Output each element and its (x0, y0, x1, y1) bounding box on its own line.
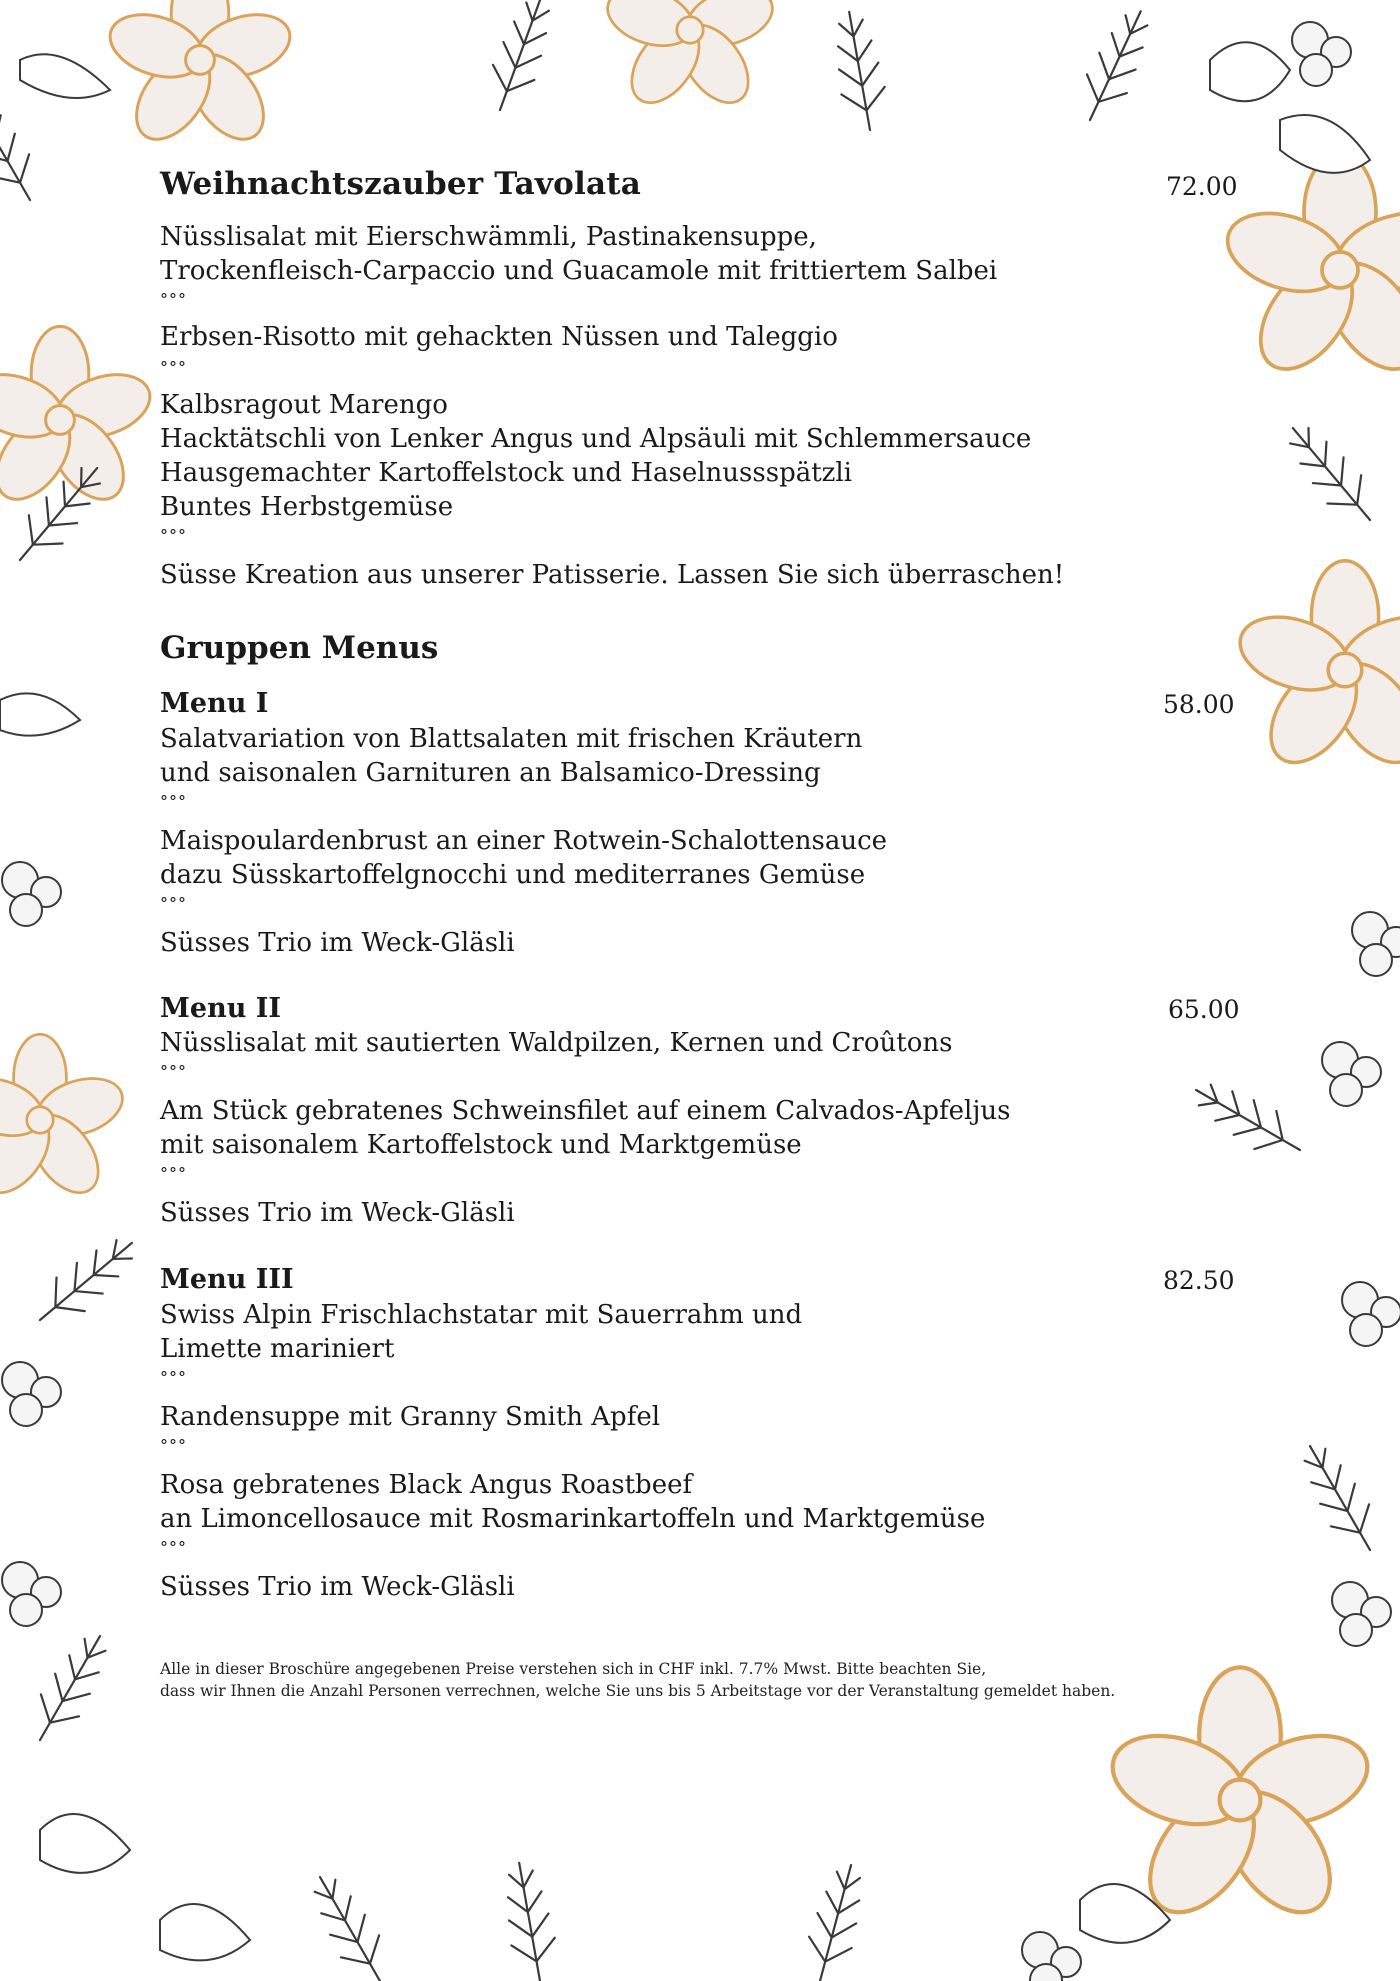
course-line: Maispoulardenbrust an einer Rotwein-Schalottensauce (160, 826, 888, 856)
course-line: Hausgemachter Kartoffelstock und Haselnussspätzli (160, 458, 852, 488)
course-separator: °°° (160, 1368, 187, 1387)
course-separator: °°° (160, 1164, 187, 1183)
tavolata-title: Weihnachtszauber Tavolata (160, 166, 642, 202)
menu-name: Menu III (160, 1264, 294, 1295)
course-line: an Limoncellosauce mit Rosmarinkartoffeln und Marktgemüse (160, 1504, 986, 1534)
course-line: Swiss Alpin Frischlachstatar mit Sauerrahm und (160, 1300, 803, 1330)
course-separator: °°° (160, 792, 187, 811)
course-line: Süsses Trio im Weck-Gläsli (160, 928, 515, 958)
course-line: dazu Süsskartoffelgnocchi und mediterranes Gemüse (160, 860, 866, 890)
course-line: Am Stück gebratenes Schweinsfilet auf einem Calvados-Apfeljus (160, 1096, 1011, 1126)
course-line: mit saisonalem Kartoffelstock und Marktgemüse (160, 1130, 802, 1160)
course-line: Buntes Herbstgemüse (160, 492, 454, 522)
course-line: Süsses Trio im Weck-Gläsli (160, 1572, 515, 1602)
menu-price: 58.00 (1163, 690, 1235, 719)
course-line: Salatvariation von Blattsalaten mit frischen Kräutern (160, 724, 863, 754)
menu-price: 65.00 (1168, 995, 1240, 1024)
course-separator: °°° (160, 290, 187, 309)
course-line: Hacktätschli von Lenker Angus und Alpsäuli mit Schlemmersauce (160, 424, 1032, 454)
course-separator: °°° (160, 1538, 187, 1557)
footnote-line: Alle in dieser Broschüre angegebenen Preise verstehen sich in CHF inkl. 7.7% Mwst. Bitte beachten Sie, (160, 1660, 987, 1678)
course-separator: °°° (160, 1062, 187, 1081)
course-separator: °°° (160, 358, 187, 377)
menu-name: Menu II (160, 993, 281, 1024)
course-line: Nüsslisalat mit sautierten Waldpilzen, Kernen und Croûtons (160, 1028, 953, 1058)
menu-name: Menu I (160, 688, 269, 719)
course-separator: °°° (160, 894, 187, 913)
course-line: und saisonalen Garnituren an Balsamico-Dressing (160, 758, 821, 788)
course-line: Limette mariniert (160, 1334, 395, 1364)
course-line: Nüsslisalat mit Eierschwämmli, Pastinakensuppe, (160, 222, 817, 252)
menu-price: 82.50 (1163, 1266, 1235, 1295)
course-line: Rosa gebratenes Black Angus Roastbeef (160, 1470, 693, 1500)
course-line: Trockenfleisch-Carpaccio und Guacamole mit frittiertem Salbei (160, 256, 998, 286)
tavolata-price: 72.00 (1166, 172, 1238, 201)
footnote-line: dass wir Ihnen die Anzahl Personen verrechnen, welche Sie uns bis 5 Arbeitstage vor der Veranstaltung gemeldet haben. (160, 1682, 1116, 1700)
course-line: Kalbsragout Marengo (160, 390, 448, 420)
course-separator: °°° (160, 1436, 187, 1455)
course-line: Erbsen-Risotto mit gehackten Nüssen und Taleggio (160, 322, 838, 352)
course-separator: °°° (160, 526, 187, 545)
group-menus-title: Gruppen Menus (160, 630, 439, 666)
course-line: Süsses Trio im Weck-Gläsli (160, 1198, 515, 1228)
course-line: Randensuppe mit Granny Smith Apfel (160, 1402, 661, 1432)
course-line: Süsse Kreation aus unserer Patisserie. Lassen Sie sich überraschen! (160, 560, 1065, 590)
